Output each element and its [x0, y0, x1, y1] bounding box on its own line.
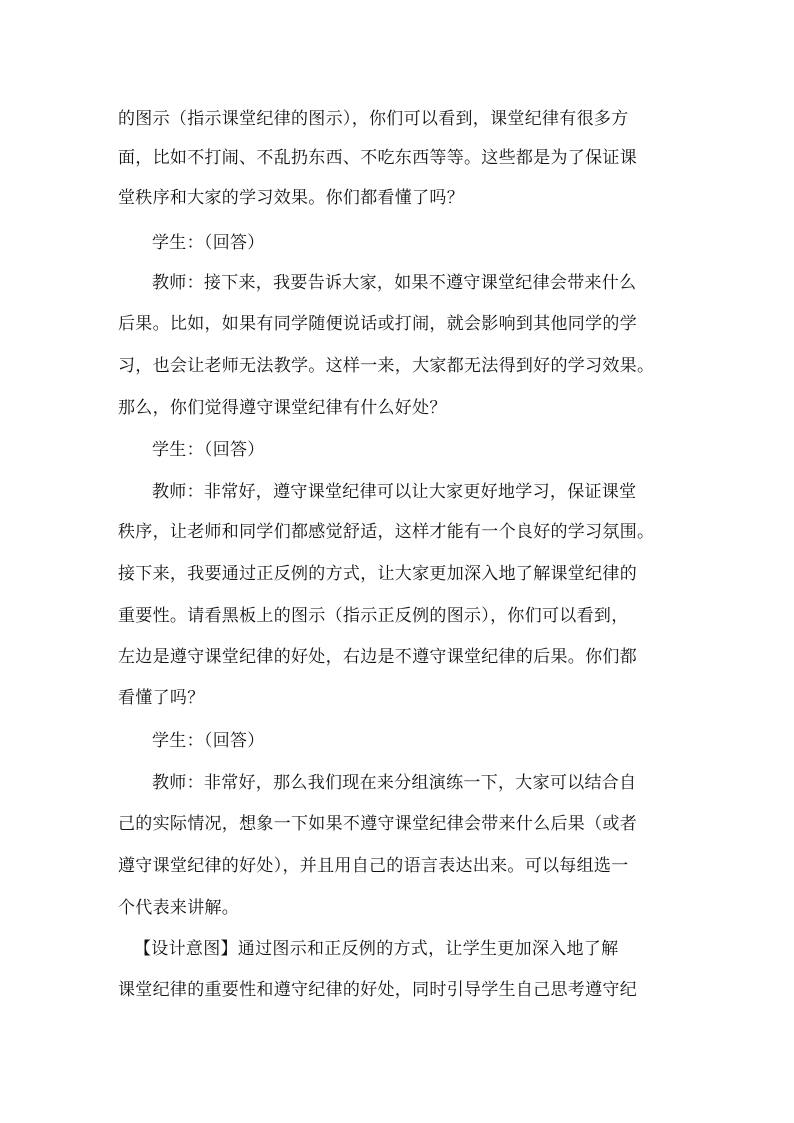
teacher-paragraph-line: 教师：非常好，那么我们现在来分组演练一下，大家可以结合自 — [152, 773, 637, 793]
paragraph-line: 课堂纪律的重要性和遵守纪律的好处，同时引导学生自己思考遵守纪 — [118, 980, 637, 1000]
student-response-line: 学生：（回答） — [152, 440, 265, 460]
student-response-line: 学生：（回答） — [152, 731, 265, 751]
paragraph-line: 己的实际情况，想象一下如果不遵守课堂纪律会带来什么后果（或者 — [118, 814, 637, 834]
paragraph-line: 习，也会让老师无法教学。这样一来，大家都无法得到好的学习效果。 — [118, 356, 655, 376]
paragraph-line: 那么，你们觉得遵守课堂纪律有什么好处？ — [118, 398, 447, 418]
design-intent-line: 【设计意图】通过图示和正反例的方式，让学生更加深入地了解 — [134, 939, 619, 959]
paragraph-line: 看懂了吗？ — [118, 688, 205, 708]
paragraph-line: 后果。比如，如果有同学随便说话或打闹，就会影响到其他同学的学 — [118, 314, 637, 334]
student-response-line: 学生：（回答） — [152, 233, 265, 253]
paragraph-line: 堂秩序和大家的学习效果。你们都看懂了吗？ — [118, 188, 464, 208]
teacher-paragraph-line: 教师：非常好，遵守课堂纪律可以让大家更好地学习，保证课堂 — [152, 482, 637, 502]
paragraph-line: 遵守课堂纪律的好处），并且用自己的语言表达出来。可以每组选一 — [118, 856, 629, 876]
paragraph-line: 重要性。请看黑板上的图示（指示正反例的图示），你们可以看到， — [118, 606, 629, 626]
paragraph-line: 面，比如不打闹、不乱扔东西、不吃东西等等。这些都是为了保证课 — [118, 148, 637, 168]
paragraph-line: 接下来，我要通过正反例的方式，让大家更加深入地了解课堂纪律的 — [118, 564, 637, 584]
paragraph-line: 秩序，让老师和同学们都感觉舒适，这样才能有一个良好的学习氛围。 — [118, 522, 655, 542]
paragraph-line: 的图示（指示课堂纪律的图示），你们可以看到，课堂纪律有很多方 — [118, 109, 629, 129]
teacher-paragraph-line: 教师：接下来，我要告诉大家，如果不遵守课堂纪律会带来什么 — [152, 273, 637, 293]
paragraph-line: 个代表来讲解。 — [118, 898, 240, 918]
paragraph-line: 左边是遵守课堂纪律的好处，右边是不遵守课堂纪律的后果。你们都 — [118, 647, 637, 667]
